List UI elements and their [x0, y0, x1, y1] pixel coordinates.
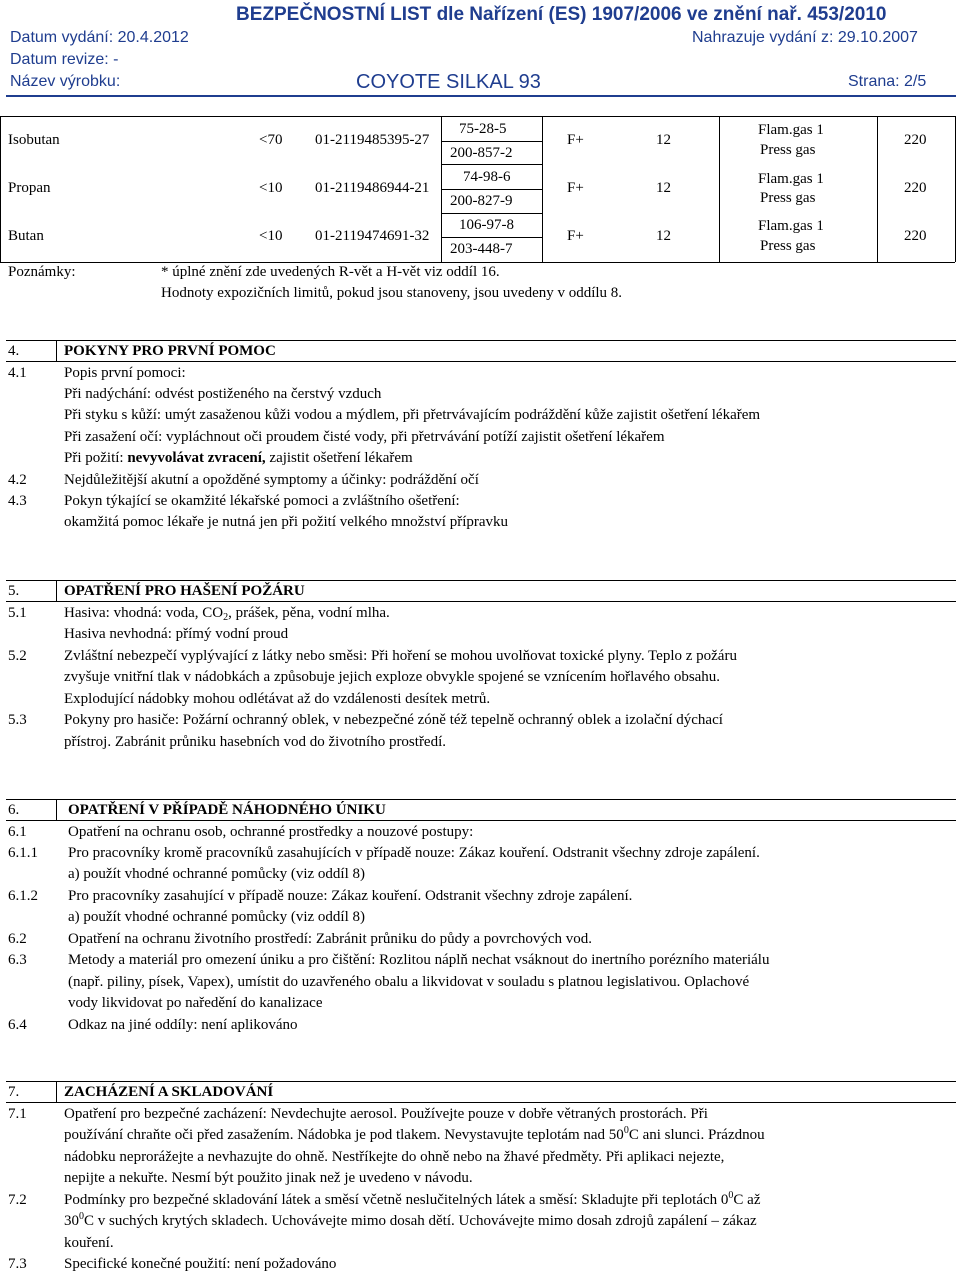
text-line: Pokyn týkající se okamžité lékařské pomoci a zvláštního ošetření:: [64, 493, 460, 509]
text-line: $30^0C$ v suchých krytých skladech. Uchovávejte mimo dosah dětí. Uchovávejte mimo dosah zdrojů zapálení – zákaz: [64, 1211, 757, 1229]
component-name: Isobutan: [8, 132, 60, 148]
text-line: Zvláštní nebezpečí vyplývající z látky nebo směsi: Při hoření se mohou uvolňovat toxické plyny. Teplo z požáru: [64, 648, 737, 664]
text-line: Pokyny pro hasiče: Požární ochranný oblek, v nebezpečné zóně též tepelně ochranný oblek a izolační dýchací: [64, 712, 723, 728]
component-ec: 200-857-2: [450, 145, 513, 161]
component-r-phrase: 12: [656, 228, 671, 244]
product-name: COYOTE SILKAL 93: [356, 71, 541, 93]
text-line: Podmínky pro bezpečné skladování látek a směsí včetně neslučitelných látek a směsí: Skladujte při teplotách $0^0C$ až: [64, 1190, 761, 1208]
section-number: 7.: [8, 1084, 20, 1100]
subsection-number: 5.1: [8, 605, 27, 621]
section-title: OPATŘENÍ V PŘÍPADĚ NÁHODNÉHO ÚNIKU: [68, 802, 386, 818]
issue-date: Datum vydání: 20.4.2012: [10, 29, 189, 46]
component-symbol: F+: [567, 228, 584, 244]
subsection-number: 6.2: [8, 931, 27, 947]
text-line: okamžitá pomoc lékaře je nutná jen při požití velkého množství přípravku: [64, 514, 509, 530]
component-cas: 106-97-8: [459, 217, 514, 233]
text-line: Opatření pro bezpečné zacházení: Nevdechujte aerosol. Používejte pouze v dobře větraných prostorách. Při: [64, 1106, 708, 1122]
section-title: POKYNY PRO PRVNÍ POMOC: [64, 343, 276, 359]
text-line: používání chraňte oči před zasažením. Nádobka je pod tlakem. Nevystavujte teplotám nad $50^0C$ ani slunci. Prázdnou: [64, 1125, 765, 1143]
subsection-number: 4.1: [8, 365, 27, 381]
component-registration: 01-2119486944-21: [315, 180, 430, 196]
revision-date: Datum revize: -: [10, 51, 119, 68]
component-h-phrase: 220: [904, 132, 927, 148]
component-registration: 01-2119485395-27: [315, 132, 430, 148]
component-class-1: Flam.gas 1: [758, 122, 824, 138]
subsection-number: 7.1: [8, 1106, 27, 1122]
subsection-number: 7.3: [8, 1256, 27, 1272]
text-line: nepijte a nekuřte. Nesmí být použito jinak než je uvedeno v návodu.: [64, 1170, 473, 1186]
component-name: Propan: [8, 180, 51, 196]
component-name: Butan: [8, 228, 44, 244]
text-line: Při zasažení očí: vypláchnout oči proudem čisté vody, při přetrvávání potíží zajistit ošetření lékařem: [64, 429, 665, 445]
component-concentration: <10: [259, 180, 283, 196]
note-line: * úplné znění zde uvedených R-vět a H-vět viz oddíl 16.: [161, 264, 500, 280]
subsection-number: 4.2: [8, 472, 27, 488]
subsection-number: 7.2: [8, 1192, 27, 1208]
subsection-number: 6.3: [8, 952, 27, 968]
text-line: Metody a materiál pro omezení úniku a pro čištění: Rozlitou náplň nechat vsáknout do inertního porézního materiálu: [68, 952, 770, 968]
component-symbol: F+: [567, 132, 584, 148]
text-line: Pro pracovníky kromě pracovníků zasahujících v případě nouze: Zákaz kouření. Odstranit všechny zdroje zapálení.: [68, 845, 760, 861]
text-line: Specifické konečné použití: není požadováno: [64, 1256, 337, 1272]
subsection-number: 6.4: [8, 1017, 27, 1033]
subsection-number: 5.3: [8, 712, 27, 728]
subsection-number: 4.3: [8, 493, 27, 509]
text-line: zvyšuje vnitřní tlak v nádobkách a způsobuje jejich exploze obvykle spojené se vznícením hořlavého obsahu.: [64, 669, 721, 685]
component-h-phrase: 220: [904, 180, 927, 196]
component-h-phrase: 220: [904, 228, 927, 244]
text-line: vody likvidovat po naředění do kanalizace: [68, 995, 323, 1011]
component-concentration: <10: [259, 228, 283, 244]
text-line: a) použít vhodné ochranné pomůcky (viz oddíl 8): [68, 909, 365, 925]
notes-label: Poznámky:: [8, 264, 76, 280]
subsection-number: 5.2: [8, 648, 27, 664]
subsection-number: 6.1.2: [8, 888, 38, 904]
component-ec: 200-827-9: [450, 193, 513, 209]
text-line: Nejdůležitější akutní a opožděné symptomy a účinky: podráždění očí: [64, 472, 479, 488]
section-number: 4.: [8, 343, 20, 359]
header-rule: [6, 95, 956, 97]
text-line: Odkaz na jiné oddíly: není aplikováno: [68, 1017, 298, 1033]
component-r-phrase: 12: [656, 132, 671, 148]
component-cas: 74-98-6: [463, 169, 511, 185]
page-number: Strana: 2/5: [848, 73, 927, 90]
text-line: Při styku s kůží: umýt zasaženou kůži vodou a mýdlem, při přetrvávajícím podráždění kůže zajistit ošetření lékařem: [64, 407, 761, 423]
text-line: Hasiva nevhodná: přímý vodní proud: [64, 626, 289, 642]
text-line: Hasiva: vhodná: voda, $CO_2$, prášek, pěna, vodní mlha.: [64, 605, 390, 623]
text-line: a) použít vhodné ochranné pomůcky (viz oddíl 8): [68, 866, 365, 882]
component-ec: 203-448-7: [450, 241, 513, 257]
text-line: Popis první pomoci:: [64, 365, 186, 381]
component-class-2: Press gas: [760, 238, 816, 254]
subsection-number: 6.1.1: [8, 845, 38, 861]
text-line: Při nadýchání: odvést postiženého na čerstvý vzduch: [64, 386, 382, 402]
text-line: Explodující nádobky mohou odlétávat až do vzdálenosti desítek metrů.: [64, 691, 491, 707]
component-class-1: Flam.gas 1: [758, 171, 824, 187]
component-cas: 75-28-5: [459, 121, 507, 137]
note-line: Hodnoty expozičních limitů, pokud jsou stanoveny, jsou uvedeny v oddílu 8.: [161, 285, 623, 301]
section-title: OPATŘENÍ PRO HAŠENÍ POŽÁRU: [64, 583, 305, 599]
component-concentration: <70: [259, 132, 283, 148]
component-r-phrase: 12: [656, 180, 671, 196]
product-label: Název výrobku:: [10, 73, 121, 90]
text-line: Při požití: nevyvolávat zvracení, zajistit ošetření lékařem: [64, 450, 413, 466]
section-number: 6.: [8, 802, 20, 818]
text-line: kouření.: [64, 1235, 114, 1251]
section-title: ZACHÁZENÍ A SKLADOVÁNÍ: [64, 1084, 274, 1100]
component-registration: 01-2119474691-32: [315, 228, 430, 244]
replaces-date: Nahrazuje vydání z: 29.10.2007: [692, 29, 918, 46]
component-class-2: Press gas: [760, 142, 816, 158]
text-line: Opatření na ochranu osob, ochranné prostředky a nouzové postupy:: [68, 824, 474, 840]
text-line: přístroj. Zabránit průniku hasebních vod do životního prostředí.: [64, 734, 447, 750]
component-symbol: F+: [567, 180, 584, 196]
text-line: nádobku neprorážejte a nevhazujte do ohně. Nestříkejte do ohně nebo na žhavé předměty. Při aplikaci nejezte,: [64, 1149, 725, 1165]
text-line: (např. piliny, písek, Vapex), umístit do uzavřeného obalu a likvidovat v souladu s platnou legislativou. Oplachové: [68, 974, 750, 990]
component-class-1: Flam.gas 1: [758, 218, 824, 234]
subsection-number: 6.1: [8, 824, 27, 840]
component-class-2: Press gas: [760, 190, 816, 206]
text-line: Opatření na ochranu životního prostředí: Zabránit průniku do půdy a povrchových vod.: [68, 931, 593, 947]
document-title: BEZPEČNOSTNÍ LIST dle Nařízení (ES) 1907/2006 ve znění nař. 453/2010: [236, 4, 887, 25]
text-line: Pro pracovníky zasahující v případě nouze: Zákaz kouření. Odstranit všechny zdroje zapálení.: [68, 888, 633, 904]
section-number: 5.: [8, 583, 20, 599]
